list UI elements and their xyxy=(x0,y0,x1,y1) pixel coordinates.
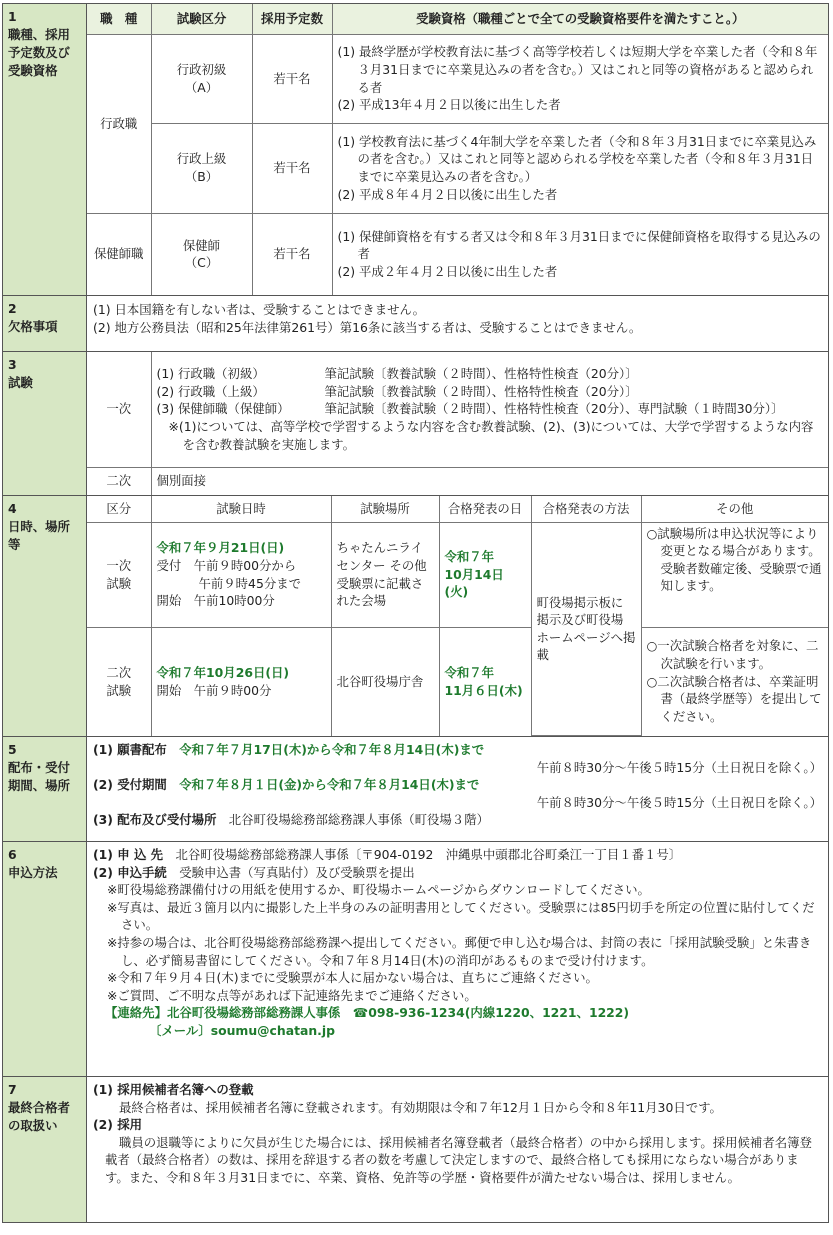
section-3-title: 試験 xyxy=(8,374,33,390)
section-5 xyxy=(2,737,829,842)
header-juken-shikaku: 受験資格（職種ごとで全ての受験資格要件を満たすこと。） xyxy=(332,4,828,34)
exam-niji-label: 二次 xyxy=(87,467,151,495)
moushikomi-saki: (1) 申 込 先 北谷町役場総務部総務課人事係〔〒904-0192 沖縄県中頭郡北谷町桑江一丁目１番１号〕 xyxy=(93,847,682,862)
section-5-label xyxy=(3,737,87,841)
kubun-c: 保健師 （C） xyxy=(151,213,252,295)
section-2-body xyxy=(87,296,828,351)
sched-header-pass-method: 合格発表の方法 xyxy=(531,496,641,522)
sched-header-other: その他 xyxy=(641,496,828,522)
sched-header-datetime: 試験日時 xyxy=(151,496,331,522)
exam-item-2: (2) 行政職（上級） 筆記試験〔教養試験（２時間）、性格特性検査（20分）〕 xyxy=(156,383,638,399)
exam-table xyxy=(87,352,828,495)
sched-niji-datetime: 令和７年10月26日(日) 開始 午前９時00分 xyxy=(151,627,331,736)
uketsuke-time: 午前８時30分～午後５時15分（土日祝日を除く。） xyxy=(536,794,822,810)
sched-ichiji: 一次 試験 xyxy=(87,522,151,627)
section-1-number: 1 xyxy=(8,9,17,24)
section-6-body xyxy=(87,842,828,1076)
sched-ichiji-datetime: 令和７年９月21日(日) 受付 午前９時00分から 午前９時45分まで 開始 午前10時00分 xyxy=(151,522,331,627)
sched-ichiji-place: ちゃたんニライセンター その他受験票に記載された会場 xyxy=(331,522,439,627)
note-5: ※ご質問、ご不明な点等があれば下記連絡先までご連絡ください。 xyxy=(107,987,477,1003)
section-1-title: 職種、採用予定数及び受験資格 xyxy=(8,26,70,78)
job-hokenshi: 保健師職 xyxy=(87,213,151,295)
section-6-number: 6 xyxy=(8,847,17,862)
kubun-b: 行政上級 （B） xyxy=(151,123,252,213)
count-a: 若干名 xyxy=(252,34,332,123)
section-2-number: 2 xyxy=(8,301,17,316)
section-7-number: 7 xyxy=(8,1082,17,1097)
moushikomi-tetsuzuki: (2) 申込手続 受験申込書（写真貼付）及び受験票を提出 xyxy=(93,864,415,880)
kubun-a: 行政初級 （A） xyxy=(151,34,252,123)
header-shokushu: 職 種 xyxy=(87,4,151,34)
sched-pass-method: 町役場掲示板に掲示及び町役場ホームページへ掲載 xyxy=(531,522,641,736)
note-4: ※令和７年９月４日(木)までに受験票が本人に届かない場合は、直ちにご連絡ください。 xyxy=(107,970,598,986)
section-4-body xyxy=(87,496,828,736)
qual-b: (1) 学校教育法に基づく4年制大学を卒業した者（令和８年３月31日までに卒業見込みの者を含む。）又はこれと同等と認められる学校を卒業した者（令和８年３月31日までに卒業見込みの者を含む。） (2) 平成８年４月２日以後に出生した者 xyxy=(332,123,828,213)
exam-niji-content: 個別面接 xyxy=(151,467,828,495)
section-1-label xyxy=(3,4,87,295)
qual-a: (1) 最終学歴が学校教育法に基づく高等学校若しくは短期大学を卒業した者（令和８年３月31日までに卒業見込みの者を含む。）又はこれと同等の資格があると認められる者 (2) 平成13年４月２日以後に出生した者 xyxy=(332,34,828,123)
section-3-label xyxy=(3,352,87,495)
section-6-label xyxy=(3,842,87,1076)
haifu-line: (1) 願書配布 令和７年７月17日(木)から令和７年８月14日(木)まで xyxy=(93,742,485,757)
exam-item-3: (3) 保健師職（保健師） 筆記試験〔教養試験（２時間）、性格特性検査（20分）、専門試験（１時間30分）〕 xyxy=(156,401,784,417)
qualification-table xyxy=(87,4,828,295)
section-4-title: 日時、場所等 xyxy=(8,518,70,552)
section-3-body xyxy=(87,352,828,495)
sched-niji: 二次 試験 xyxy=(87,627,151,736)
saiyo-heading: (2) 採用 xyxy=(93,1117,143,1133)
section-7 xyxy=(2,1077,829,1223)
section-1-body xyxy=(87,4,828,295)
schedule-table xyxy=(87,496,828,736)
count-c: 若干名 xyxy=(252,213,332,295)
section-3-number: 3 xyxy=(8,357,17,372)
sched-ichiji-pass: 令和７年 10月14日(火) xyxy=(439,522,531,627)
section-2-title: 欠格事項 xyxy=(8,318,58,334)
header-saiyo-yotei: 採用予定数 xyxy=(252,4,332,34)
sched-header-pass-date: 合格発表の日 xyxy=(439,496,531,522)
section-4-number: 4 xyxy=(8,501,17,516)
contact-line: 【連絡先】北谷町役場総務部総務課人事係 ☎098-936-1234(内線1220、1221、1222) xyxy=(105,1005,630,1021)
exam-item-1: (1) 行政職（初級） 筆記試験〔教養試験（２時間）、性格特性検査（20分）〕 xyxy=(156,366,638,382)
section-6 xyxy=(2,842,829,1077)
note-2: ※写真は、最近３箇月以内に撮影した上半身のみの証明書用としてください。受験票には85円切手を所定の位置に貼付してください。 xyxy=(107,899,815,933)
job-gyosei: 行政職 xyxy=(87,34,151,213)
note-1: ※町役場総務課備付けの用紙を使用するか、町役場ホームページからダウンロードしてください。 xyxy=(107,882,650,898)
section-3 xyxy=(2,352,829,496)
section-2-label xyxy=(3,296,87,351)
kekkaku-2: (2) 地方公務員法（昭和25年法律第261号）第16条に該当する者は、受験することはできません。 xyxy=(93,319,642,335)
section-1 xyxy=(2,3,829,296)
note-3: ※持参の場合は、北谷町役場総務部総務課へ提出してください。郵便で申し込む場合は、封筒の表に「採用試験受験」と朱書きし、必ず簡易書留にしてください。令和７年８月14日(木)の消印があるものまで受け付けます。 xyxy=(107,935,812,968)
section-7-label xyxy=(3,1077,87,1222)
exam-ichiji-content xyxy=(151,352,828,467)
meibo-heading: (1) 採用候補者名簿への登載 xyxy=(93,1082,254,1097)
kekkaku-1: (1) 日本国籍を有しない者は、受験することはできません。 xyxy=(93,302,425,317)
meibo-text: 最終合格者は、採用候補者名簿に登載されます。有効期限は令和７年12月１日から令和８年11月30日です。 xyxy=(119,1099,722,1115)
sched-header-place: 試験場所 xyxy=(331,496,439,522)
email-link[interactable]: 〔メール〕soumu@chatan.jp xyxy=(149,1023,335,1039)
count-b: 若干名 xyxy=(252,123,332,213)
sched-header-kubun: 区分 xyxy=(87,496,151,522)
section-7-body xyxy=(87,1077,828,1222)
section-7-title: 最終合格者の取扱い xyxy=(8,1099,70,1133)
section-6-title: 申込方法 xyxy=(8,864,58,880)
section-4 xyxy=(2,496,829,737)
section-5-number: 5 xyxy=(8,742,17,757)
exam-ichiji-label: 一次 xyxy=(87,352,151,467)
section-4-label xyxy=(3,496,87,736)
sched-niji-place: 北谷町役場庁舎 xyxy=(331,627,439,736)
section-5-body xyxy=(87,737,828,841)
exam-note: ※(1)については、高等学校で学習するような内容を含む教養試験、(2)、(3)については、大学で学習するような内容を含む教養試験を実施します。 xyxy=(168,419,814,452)
saiyo-text: 職員の退職等によりに欠員が生じた場合には、採用候補者名簿登載者（最終合格者）の中から採用します。採用候補者名簿登載者（最終合格者）の数は、採用を辞退する者の数を考慮して決定しますので、最終合格しても採用にならない場合があります。また、令和８年３月31日までに、卒業、資格、免許等の学歴・資格要件が満たせない場合は、採用しません。 xyxy=(105,1134,812,1186)
section-5-title: 配布・受付期間、場所 xyxy=(8,759,70,793)
section-2 xyxy=(2,296,829,352)
qual-c: (1) 保健師資格を有する者又は令和８年３月31日までに保健師資格を取得する見込みの者 (2) 平成２年４月２日以後に出生した者 xyxy=(332,213,828,295)
header-shiken-kubun: 試験区分 xyxy=(151,4,252,34)
sched-ichiji-other: ○試験場所は申込状況等により変更となる場合があります。受験者数確定後、受験票で通知します。 xyxy=(641,522,828,627)
haifu-time: 午前８時30分～午後５時15分（土日祝日を除く。） xyxy=(536,759,822,775)
sched-niji-pass: 令和７年 11月６日(木) xyxy=(439,627,531,736)
sched-niji-other: ○一次試験合格者を対象に、二次試験を行います。 ○二次試験合格者は、卒業証明書（最終学歴等）を提出してください。 xyxy=(641,627,828,736)
basho-line: (3) 配布及び受付場所 北谷町役場総務部総務課人事係（町役場３階） xyxy=(93,812,489,828)
uketsuke-line: (2) 受付期間 令和７年８月１日(金)から令和７年８月14日(木)まで xyxy=(93,777,480,793)
